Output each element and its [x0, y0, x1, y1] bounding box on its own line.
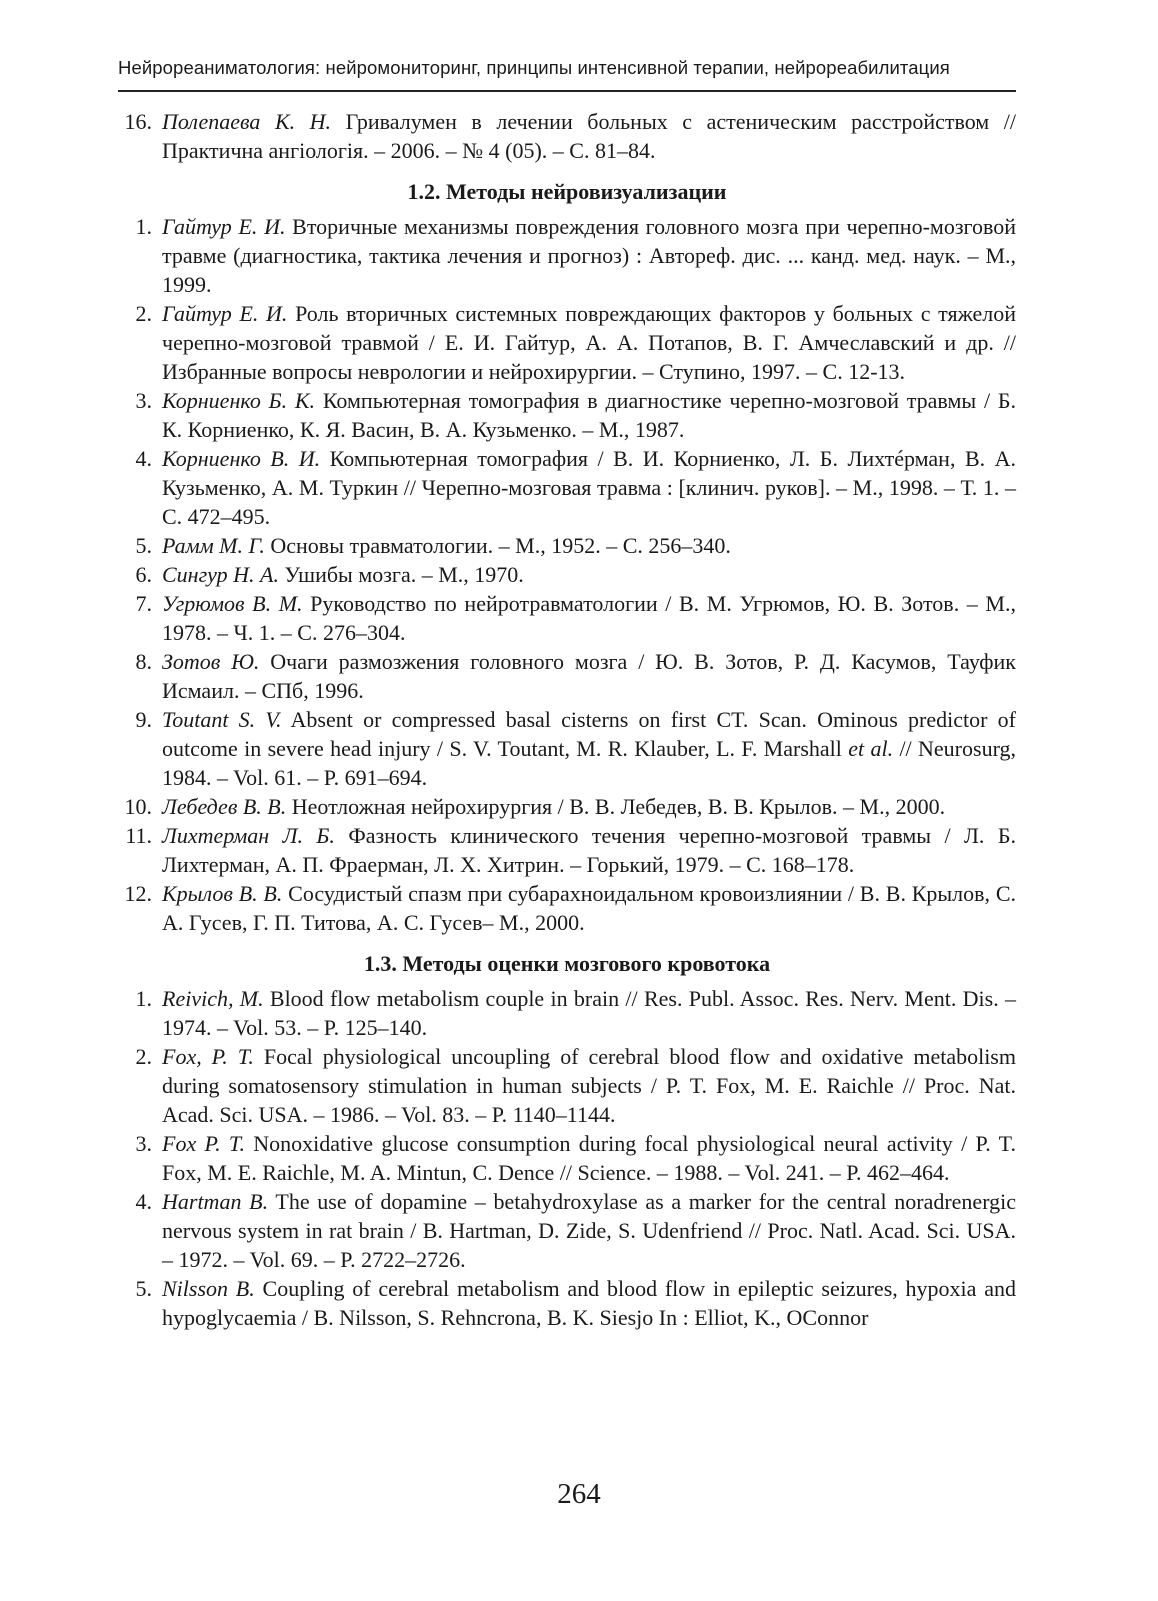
reference-number: 12.	[124, 881, 152, 906]
reference-author: Гайтур Е. И.	[162, 214, 286, 239]
running-head: Нейрореаниматология: нейромониторинг, принципы интенсивной терапии, нейрореабилитация	[118, 57, 950, 78]
section-title-neuroimaging: 1.2. Методы нейровизуализации	[407, 179, 727, 204]
reference-number: 2.	[135, 1044, 152, 1069]
reference-author: Лебедев В. В.	[162, 794, 287, 819]
reference-text: Основы травматологии. – М., 1952. – С. 256–340.	[264, 533, 731, 558]
reference-author: Лихтерман Л. Б.	[162, 823, 335, 848]
reference-text: Компьютерная томография в диагностике черепно-мозговой травмы / Б. К. Корниенко, К. Я. Васин, В. А. Кузьменко. – М., 1987.	[162, 388, 1017, 442]
reference-item	[118, 212, 1016, 299]
reference-author: Toutant S. V.	[162, 707, 282, 732]
reference-item	[118, 1129, 1016, 1187]
reference-list	[118, 107, 1016, 1332]
reference-item	[118, 1274, 1016, 1332]
reference-text: Ушибы мозга. – М., 1970.	[278, 562, 524, 587]
reference-text: The use of dopamine – betahydroxylase as a marker for the central noradrenergic nervous system in rat brain / B. Hartman, D. Zide, S. Udenfriend // Proc. Natl. Acad. Sci. USA. – 1972. – Vol. 69. – P. 2722–2726.	[162, 1189, 1016, 1272]
reference-author: Полепаева К. Н.	[162, 109, 332, 134]
reference-item	[118, 107, 1016, 165]
reference-author: Fox, P. T.	[162, 1044, 254, 1069]
reference-item	[118, 879, 1016, 937]
reference-number: 3.	[135, 388, 152, 413]
reference-item	[118, 444, 1016, 531]
reference-text: Роль вторичных системных повреждающих факторов у больных с тяжелой черепно-мозговой травмой / Е. И. Гайтур, А. А. Потапов, В. Г. Амчеславский и др. // Избранные вопросы неврологии и нейрохирургии. – Ступино, 1997. – С. 12-13.	[162, 301, 1016, 384]
reference-number: 5.	[135, 533, 152, 558]
reference-item	[118, 1042, 1016, 1129]
reference-author: Гайтур Е. И.	[162, 301, 288, 326]
reference-number: 4.	[135, 446, 152, 471]
reference-number: 6.	[135, 562, 152, 587]
reference-item	[118, 589, 1016, 647]
reference-number: 4.	[135, 1189, 152, 1214]
reference-text: Фазность клинического течения черепно-мозговой травмы / Л. Б. Лихтерман, А. П. Фраерман, Л. Х. Хитрин. – Горький, 1979. – С. 168–178.	[162, 823, 1016, 877]
reference-et-al: et al.	[841, 736, 894, 761]
reference-text: Nonoxidative glucose consumption during focal physiological neural activity / P. T. Fox, M. E. Raichle, M. A. Mintun, C. Dence // Science. – 1988. – Vol. 241. – P. 462–464.	[162, 1131, 1016, 1185]
reference-number: 16.	[124, 109, 152, 134]
reference-number: 9.	[135, 707, 152, 732]
reference-item	[118, 560, 1016, 589]
header-rule	[118, 90, 1016, 92]
reference-number: 10.	[124, 794, 152, 819]
reference-number: 11.	[125, 823, 152, 848]
reference-number: 2.	[135, 301, 152, 326]
reference-text-tail: // Neurosurg, 1984. – Vol. 61. – P. 691–694.	[162, 736, 1016, 790]
reference-number: 3.	[135, 1131, 152, 1156]
reference-author: Угрюмов В. М.	[162, 591, 303, 616]
reference-item	[118, 299, 1016, 386]
reference-author: Корниенко Б. К.	[162, 388, 316, 413]
reference-item	[118, 984, 1016, 1042]
reference-author: Корниенко В. И.	[162, 446, 321, 471]
reference-item	[118, 1187, 1016, 1274]
reference-author: Сингур Н. А.	[162, 562, 279, 587]
reference-text: Absent or compressed basal cisterns on first CT. Scan. Ominous predictor of outcome in severe head injury / S. V. Toutant, M. R. Klauber, L. F. Marshall	[162, 707, 1016, 761]
page-number: 264	[557, 1478, 601, 1510]
reference-author: Fox P. T.	[162, 1131, 245, 1156]
reference-text: Blood flow metabolism couple in brain // Res. Publ. Assoc. Res. Nerv. Ment. Dis. – 1974. – Vol. 53. – P. 125–140.	[162, 986, 1016, 1040]
reference-author: Hartman B.	[162, 1189, 269, 1214]
reference-item	[118, 705, 1016, 792]
reference-item	[118, 647, 1016, 705]
reference-text: Руководство по нейротравматологии / В. М. Угрюмов, Ю. В. Зотов. – М., 1978. – Ч. 1. – С. 276–304.	[162, 591, 1016, 645]
reference-text: Coupling of cerebral metabolism and blood flow in epileptic seizures, hypoxia and hypoglycaemia / B. Nilsson, S. Rehncrona, B. K. Siesjo In : Elliot, K., OConnor	[162, 1276, 1016, 1330]
reference-number: 5.	[135, 1276, 152, 1301]
section-title-cerebral-blood-flow: 1.3. Методы оценки мозгового кровотока	[363, 951, 771, 976]
reference-author: Nilsson B.	[162, 1276, 255, 1301]
reference-number: 7.	[135, 591, 152, 616]
reference-text: Сосудистый спазм при субарахноидальном кровоизлиянии / В. В. Крылов, С. А. Гусев, Г. П. Титова, А. С. Гусев– М., 2000.	[162, 881, 1017, 935]
reference-item	[118, 531, 1016, 560]
reference-text: Очаги размозжения головного мозга / Ю. В. Зотов, Р. Д. Касумов, Тауфик Исмаил. – СПб, 1996.	[162, 649, 1016, 703]
reference-item	[118, 792, 1016, 821]
reference-text: Гривалумен в лечении больных с астеническим расстройством // Практична ангіологія. – 2006. – № 4 (05). – С. 81–84.	[162, 109, 1016, 163]
reference-item	[118, 386, 1016, 444]
reference-number: 1.	[135, 214, 152, 239]
reference-author: Зотов Ю.	[162, 649, 260, 674]
reference-item	[118, 821, 1016, 879]
reference-text: Неотложная нейрохирургия / В. В. Лебедев, В. В. Крылов. – М., 2000.	[286, 794, 946, 819]
reference-author: Крылов В. В.	[162, 881, 283, 906]
reference-number: 1.	[135, 986, 152, 1011]
reference-text: Компьютерная томография / В. И. Корниенко, Л. Б. Лихтéрман, В. А. Кузьменко, А. М. Туркин // Черепно-мозговая травма : [клинич. руков]. – М., 1998. – Т. 1. – С. 472–495.	[162, 446, 1017, 529]
reference-author: Reivich, M.	[162, 986, 264, 1011]
reference-text: Вторичные механизмы повреждения головного мозга при черепно-мозговой травме (диагностика, тактика лечения и прогноз) : Автореф. дис. ... канд. мед. наук. – М., 1999.	[162, 214, 1017, 297]
reference-author: Рамм М. Г.	[162, 533, 265, 558]
reference-number: 8.	[135, 649, 152, 674]
reference-text: Focal physiological uncoupling of cerebral blood flow and oxidative metabolism during somatosensory stimulation in human subjects / P. T. Fox, M. E. Raichle // Proc. Nat. Acad. Sci. USA. – 1986. – Vol. 83. – P. 1140–1144.	[162, 1044, 1016, 1127]
